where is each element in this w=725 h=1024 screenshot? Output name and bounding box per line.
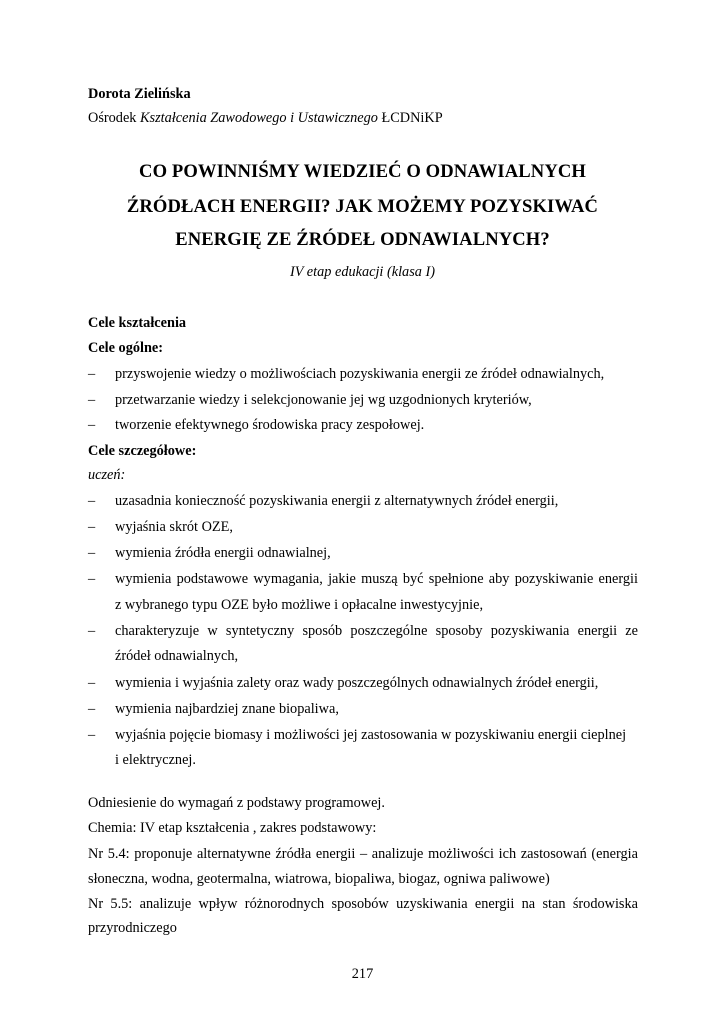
specific-goals-heading: Cele szczegółowe: bbox=[88, 443, 197, 459]
specific-goal-item-continued: i elektrycznej. bbox=[115, 752, 196, 768]
specific-goal-item: charakteryzuje w syntetyczny sposób poszczególne sposoby pozyskiwania energii ze bbox=[115, 623, 638, 639]
general-goal-item: przetwarzanie wiedzy i selekcjonowanie jej wg uzgodnionych kryteriów, bbox=[115, 392, 532, 408]
title-line-1: CO POWINNIŚMY WIEDZIEĆ O ODNAWIALNYCH bbox=[139, 161, 586, 182]
curriculum-intro: Odniesienie do wymagań z podstawy programowej. bbox=[88, 795, 385, 811]
list-dash: – bbox=[88, 675, 96, 691]
affiliation-italic: Kształcenia Zawodowego i Ustawicznego bbox=[140, 110, 378, 126]
list-dash: – bbox=[88, 727, 96, 743]
list-dash: – bbox=[88, 519, 96, 535]
list-dash: – bbox=[88, 493, 96, 509]
specific-goal-item: uzasadnia konieczność pozyskiwania energii z alternatywnych źródeł energii, bbox=[115, 493, 559, 509]
author-affiliation bbox=[88, 110, 443, 127]
title-line-3: ENERGIĘ ZE ŹRÓDEŁ ODNAWIALNYCH? bbox=[175, 229, 550, 250]
list-dash: – bbox=[88, 366, 96, 382]
list-dash: – bbox=[88, 417, 96, 433]
curriculum-subject: Chemia: IV etap kształcenia , zakres podstawowy: bbox=[88, 820, 377, 836]
curriculum-nr55-continued: przyrodniczego bbox=[88, 920, 177, 936]
specific-goal-item: wyjaśnia skrót OZE, bbox=[115, 519, 233, 535]
curriculum-nr54: Nr 5.4: proponuje alternatywne źródła energii – analizuje możliwości ich zastosowań (energia bbox=[88, 846, 638, 862]
specific-goal-item: wymienia podstawowe wymagania, jakie muszą być spełnione aby pozyskiwanie energii bbox=[115, 571, 638, 587]
specific-goal-item: wyjaśnia pojęcie biomasy i możliwości jej zastosowania w pozyskiwaniu energii cieplnej bbox=[115, 727, 627, 743]
specific-goal-item-continued: źródeł odnawialnych, bbox=[115, 648, 239, 664]
subtitle: IV etap edukacji (klasa I) bbox=[289, 264, 436, 280]
specific-goal-item: wymienia i wyjaśnia zalety oraz wady poszczególnych odnawialnych źródeł energii, bbox=[115, 675, 599, 691]
general-goal-item: przyswojenie wiedzy o możliwościach pozyskiwania energii ze źródeł odnawialnych, bbox=[115, 366, 605, 382]
list-dash: – bbox=[88, 701, 96, 717]
specific-goal-item: wymienia najbardziej znane biopaliwa, bbox=[115, 701, 339, 717]
curriculum-nr54-continued: słoneczna, wodna, geotermalna, wiatrowa, biopaliwa, biogaz, ogniwa paliwowe) bbox=[88, 871, 550, 887]
specific-goal-item-continued: z wybranego typu OZE było możliwe i opłacalne inwestycyjnie, bbox=[115, 597, 484, 613]
title-line-2: ŹRÓDŁACH ENERGII? JAK MOŻEMY POZYSKIWAĆ bbox=[126, 196, 599, 217]
page-number: 217 bbox=[351, 966, 374, 982]
specific-goal-item: wymienia źródła energii odnawialnej, bbox=[115, 545, 331, 561]
general-goal-item: tworzenie efektywnego środowiska pracy zespołowej. bbox=[115, 417, 425, 433]
list-dash: – bbox=[88, 392, 96, 408]
curriculum-nr55: Nr 5.5: analizuje wpływ różnorodnych sposobów uzyskiwania energii na stan środowiska bbox=[88, 896, 638, 912]
list-dash: – bbox=[88, 571, 96, 587]
list-dash: – bbox=[88, 623, 96, 639]
general-goals-heading: Cele ogólne: bbox=[88, 340, 164, 356]
goals-heading: Cele kształcenia bbox=[88, 315, 187, 331]
affiliation-prefix: Ośrodek bbox=[88, 110, 141, 126]
student-label: uczeń: bbox=[88, 467, 126, 483]
author-name: Dorota Zielińska bbox=[88, 86, 191, 102]
list-dash: – bbox=[88, 545, 96, 561]
affiliation-suffix: ŁCDNiKP bbox=[377, 110, 443, 126]
